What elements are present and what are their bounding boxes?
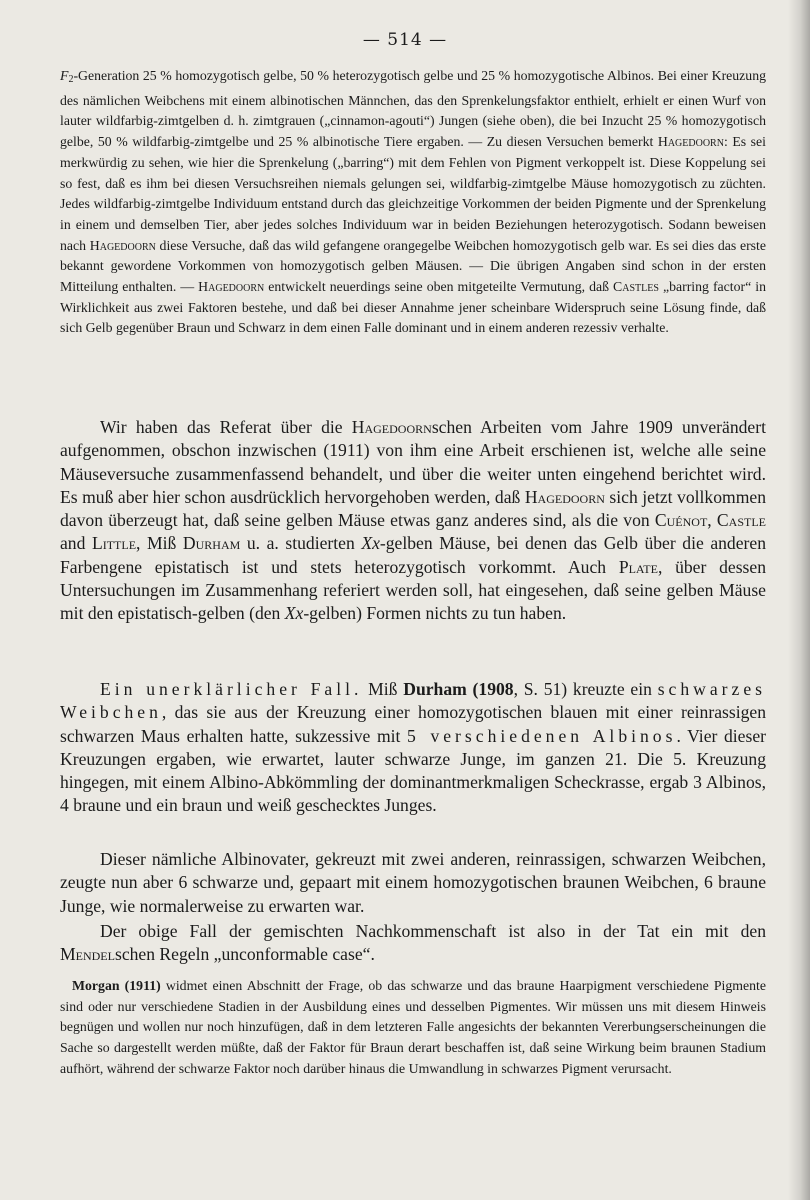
paragraph-unconformable-case: [60, 920, 766, 967]
text-run: Miß: [362, 679, 404, 699]
emphasis-spaced: 5 verschiedenen Albinos: [407, 725, 677, 746]
text-run: -Generation 25 % homozygotisch gelbe, 50 % heterozygotisch gelbe und 25 % homozygotische Albinos. Bei einer Kreuzung des nämlichen Weibchens mit einem albinotischen Männchen, das den Sprenkelungsfaktor enthielt, erhielt er einen Wurf von lauter wildfarbig-zimtgelben d. h. zimtgrauen („cinnamon-agouti“) Jungen (siehe oben), die bei Inzucht 25 % homozygotisch gelbe, 50 % wildfarbig-zimtgelbe und 25 % albinotische Tiere ergaben. — Zu diesen Versuchen bemerkt: [60, 68, 766, 150]
text-run: u. a. studierten: [240, 533, 362, 554]
text-run: -gelben) Formen nichts zu tun haben.: [303, 603, 567, 624]
text-run: and: [60, 533, 92, 554]
paragraph-unexplainable-case: [60, 678, 766, 818]
text-run: , das sie aus der Kreuzung einer homozygotischen blauen mit einer reinrassigen schwarzen Maus erhalten hatte, sukzessive mit: [60, 702, 766, 746]
author-name: Mendel: [60, 944, 115, 965]
paragraph-hagedoorn-remark: [60, 416, 766, 626]
text-run: widmet einen Abschnitt der Frage, ob das schwarze und das braune Haarpigment verschiedene Pigmente sind oder nur verschiedene Stadien in der Ausbildung eines und desselben Pigmentes. Wir müssen uns mit diesem Hinweis begnügen und wollen nur noch hinzufügen, daß in dem letzteren Falle angesichts der bekannten Vererbungserscheinungen die Sache so dargestellt werden müßte, daß der Faktor für Braun derart beschaffen ist, daß seine Wirkung beim braunen Stadium aufhört, während der schwarze Faktor noch darüber hinaus die Umwandlung in schwarzes Pigment verursacht.: [60, 978, 766, 1076]
text-run: schen Arbeiten vom Jahre 1909 unverändert aufgenommen, obschon inzwischen (1911) von ihm eine Arbeit erschienen ist, welche alle seine Mäuseversuche zusammenfassend behandelt, und über die weiter unten eingehend berichtet wird. Es muß aber hier schon ausdrücklich hervorgehoben werden, daß: [60, 417, 766, 507]
author-name: Durham: [182, 533, 241, 554]
page-edge-shadow: [788, 0, 810, 1200]
author-name: Castle: [716, 510, 766, 531]
f2-subscript: 2: [68, 74, 74, 85]
text-run: schen Regeln „unconformable case“.: [114, 944, 375, 965]
section-heading: Ein unerklärlicher Fall.: [100, 679, 363, 699]
text-run: Dieser nämliche Albinovater, gekreuzt mit zwei anderen, reinrassigen, schwarzen Weibchen, zeugte nun aber 6 schwarze und, gepaart mit einem homozygotischen braunen Weibchen, 6 braune Junge, wie normalerweise zu erwarten war.: [60, 849, 766, 916]
paragraph-morgan: [60, 976, 766, 1080]
author-name: Little: [91, 533, 137, 554]
page-number: — 514 —: [362, 30, 448, 50]
text-run: Wir haben das Referat über die: [100, 417, 352, 437]
text-run: -gelben Mäuse, bei denen das Gelb über die anderen Farbengene epistatisch ist und stets heterozygotisch vorkommt. Auch: [60, 533, 767, 577]
text-run: , über dessen Untersuchungen im Zusammenhang referiert werden soll, hat eingesehen, daß seine gelben Mäuse mit den epistatisch-gelben (den: [60, 556, 766, 624]
text-run: : Es sei merkwürdig zu sehen, wie hier die Sprenkelung („barring“) mit dem Fehlen von Pigment verkoppelt ist. Diese Koppelung sei so fest, daß es ihm bei diesen Versuchsreihen niemals gelungen sei, wildfarbig-zimtgelbe Mäuse homozygotisch zu züchten. Jedes wildfarbig-zimtgelbe Individuum entstand durch das gleichzeitige Vorkommen der beiden Pigmente und der Sprenkelung in einem und demselben Tier, aber jedes solches Individuum war in beiden Beziehungen heterozygotisch. Sodann beweisen nach: [60, 134, 766, 253]
author-name: Hagedoorn: [657, 134, 724, 150]
emphasis-spaced: schwarzes Weibchen: [60, 679, 766, 723]
citation: Durham (1908: [403, 679, 514, 699]
f2-symbol: F: [60, 68, 69, 83]
genotype-symbol: Xx: [284, 603, 304, 624]
paragraph-hagedoorn-summary: [60, 66, 766, 339]
author-name: Cuénot: [654, 510, 708, 531]
text-run: diese Versuche, daß das wild gefangene orangegelbe Weibchen homozygotisch gelb war. Es sei dies das erste bekannt gewordene Vorkommen von homozygotisch gelben Mäusen. — Die übrigen Angaben sind schon in der ersten Mitteilung enthalten. —: [60, 237, 766, 295]
genotype-symbol: Xx: [361, 533, 380, 554]
author-name: Plate: [618, 556, 658, 577]
author-name: Castles: [613, 279, 659, 295]
paragraph-albino-father: [60, 848, 766, 918]
text-run: ,: [707, 510, 717, 531]
text-run: . Vier dieser Kreuzungen ergaben, wie erwartet, lauter schwarze Junge, im ganzen 21. Die 5. Kreuzung hingegen, mit einem Albino-Abkömmling der dominantmerkmaligen Scheckrasse, ergab 3 Albinos, 4 braune und ein braun und weiß geschecktes Junges.: [60, 725, 766, 816]
author-name: Hagedoorn: [524, 486, 605, 507]
text-run: Der obige Fall der gemischten Nachkommenschaft ist also in der Tat ein mit den: [100, 921, 766, 941]
text-run: sich jetzt vollkommen davon überzeugt hat, daß seine gelben Mäuse etwas ganz anderes sind, als die von: [60, 486, 766, 531]
author-name: Hagedoorn: [89, 237, 156, 253]
citation: Morgan (1911): [72, 978, 161, 993]
text-run: entwickelt neuerdings seine oben mitgeteilte Vermutung, daß: [264, 279, 614, 295]
text-run: , Miß: [136, 533, 183, 554]
text-run: , S. 51) kreuzte ein: [513, 679, 658, 699]
author-name: Hagedoorn: [198, 279, 265, 295]
author-name: Hagedoorn: [351, 417, 432, 437]
text-run: „barring factor“ in Wirklichkeit aus zwei Faktoren bestehe, und daß bei dieser Annahme jener scheinbare Widerspruch seine Lösung finde, daß sich Gelb gegenüber Braun und Schwarz in dem einen Falle dominant und in einem anderen rezessiv verhalte.: [60, 279, 766, 336]
